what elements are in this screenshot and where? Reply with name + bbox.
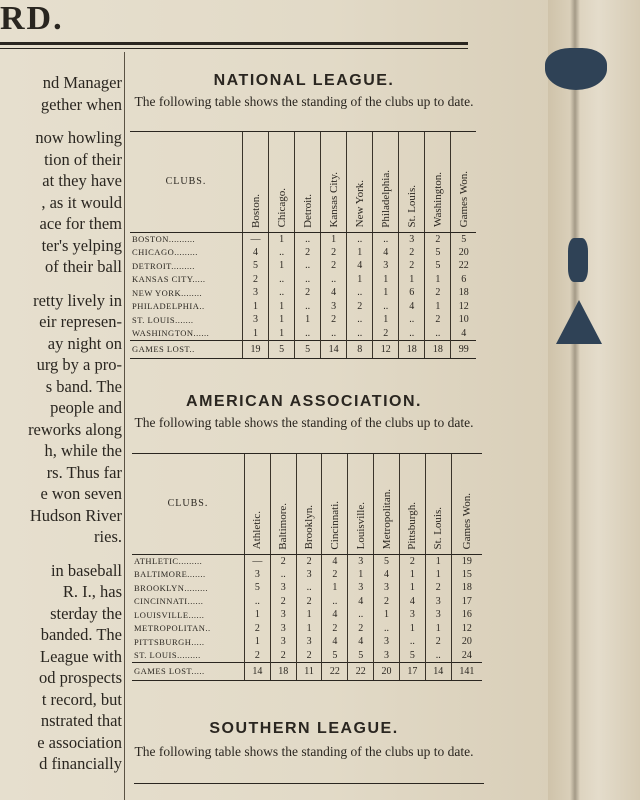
table-cell: 3 <box>425 608 451 622</box>
table-cell: .. <box>373 300 399 314</box>
table-cell: 4 <box>374 568 400 582</box>
column-header <box>374 454 400 554</box>
column-header-label: Cincinnati. <box>328 500 341 550</box>
table-cell: 3 <box>374 581 400 595</box>
table-row <box>132 554 482 568</box>
american-association-table <box>132 454 482 681</box>
games-lost-cell: 8 <box>347 340 373 358</box>
table-cell: 6 <box>451 273 476 287</box>
games-lost-cell: 5 <box>295 340 321 358</box>
table-cell: .. <box>295 327 321 341</box>
club-name: PITTSBURGH..... <box>134 636 205 647</box>
column-header-label: Detroit. <box>301 193 314 228</box>
column-header-label: Chicago. <box>275 188 288 228</box>
table-cell: .. <box>322 595 348 609</box>
tape-mark-top <box>545 48 607 90</box>
masthead-rule <box>0 42 468 45</box>
table-cell: 5 <box>425 259 451 273</box>
table-cell: 1 <box>321 232 347 246</box>
games-lost-cell: 17 <box>399 662 425 680</box>
games-lost-cell: 22 <box>322 662 348 680</box>
table-cell: 18 <box>451 286 476 300</box>
table-cell: 1 <box>347 246 373 260</box>
table-cell: 2 <box>425 635 451 649</box>
table-row <box>130 300 476 314</box>
club-name: DETROIT......... <box>132 260 195 271</box>
article-line: R. I., has <box>62 582 122 601</box>
table-cell: 6 <box>399 286 425 300</box>
games-lost-cell: 18 <box>425 340 451 358</box>
table-cell: 20 <box>451 246 476 260</box>
article-line: League with <box>39 646 122 666</box>
table-cell: .. <box>295 300 321 314</box>
table-row <box>132 635 482 649</box>
table-cell: .. <box>347 232 373 246</box>
article-line: ter's yelping <box>41 235 122 255</box>
table-cell: 1 <box>269 232 295 246</box>
southern-league-title: SOUTHERN LEAGUE. <box>209 720 399 737</box>
table-cell: 3 <box>270 622 296 636</box>
games-lost-cell: 18 <box>399 340 425 358</box>
table-cell: 1 <box>425 554 451 568</box>
table-cell: 4 <box>348 595 374 609</box>
table-cell: 4 <box>373 246 399 260</box>
column-header <box>425 454 451 554</box>
article-line: od prospects <box>39 668 122 687</box>
table-cell: 3 <box>270 608 296 622</box>
club-name: NEW YORK........ <box>132 287 203 298</box>
table-cell: 5 <box>348 649 374 663</box>
article-line: ace for them <box>39 214 122 233</box>
column-header <box>321 132 347 232</box>
games-lost-label: GAMES LOST.. <box>130 340 243 358</box>
column-header-label: New York. <box>353 180 366 228</box>
table-cell: 4 <box>321 286 347 300</box>
article-line: people and <box>50 398 122 417</box>
table-cell: 4 <box>243 246 269 260</box>
table-cell: 3 <box>296 568 322 582</box>
article-line: reworks along <box>28 419 122 439</box>
table-cell: 2 <box>373 327 399 341</box>
table-row <box>132 581 482 595</box>
article-line: eir represen- <box>39 312 122 331</box>
masthead-fragment: RD. <box>0 0 64 37</box>
table-cell: 20 <box>451 635 482 649</box>
table-row <box>130 313 476 327</box>
column-header <box>451 132 476 232</box>
table-cell: 3 <box>270 635 296 649</box>
table-cell: 5 <box>245 581 271 595</box>
article-line: s band. The <box>45 376 122 396</box>
column-header <box>269 132 295 232</box>
table-cell: .. <box>269 286 295 300</box>
table-cell: — <box>243 232 269 246</box>
table-cell: 3 <box>243 286 269 300</box>
table-cell: 2 <box>399 259 425 273</box>
table-cell: 19 <box>451 554 482 568</box>
table-cell: 4 <box>347 259 373 273</box>
column-header-label: Kansas City. <box>327 171 340 228</box>
table-cell: 3 <box>399 232 425 246</box>
column-header-label: St. Louis. <box>405 185 418 228</box>
table-cell: 18 <box>451 581 482 595</box>
table-cell: 1 <box>425 273 451 287</box>
table-cell: 2 <box>322 568 348 582</box>
national-league-title: NATIONAL LEAGUE. <box>213 72 395 89</box>
club-name: ST. LOUIS......... <box>134 650 201 660</box>
club-name: PHILADELPHIA.. <box>132 301 205 312</box>
table-row <box>132 649 482 663</box>
table-cell: 2 <box>425 286 451 300</box>
table-cell: 1 <box>322 581 348 595</box>
table-cell: .. <box>399 313 425 327</box>
table-cell: 1 <box>243 300 269 314</box>
table-cell: 12 <box>451 300 476 314</box>
table-cell: 5 <box>374 554 400 568</box>
table-cell: 5 <box>399 649 425 663</box>
table-cell: 1 <box>399 622 425 636</box>
table-cell: 1 <box>347 273 373 287</box>
table-cell: — <box>245 554 271 568</box>
column-header <box>399 454 425 554</box>
article-line: d financially <box>39 754 122 773</box>
games-lost-cell: 11 <box>296 662 322 680</box>
table-cell: 2 <box>296 554 322 568</box>
article-line: t record, but <box>41 689 122 709</box>
games-lost-cell: 20 <box>374 662 400 680</box>
club-name: ST. LOUIS....... <box>132 314 194 325</box>
table-cell: 2 <box>295 286 321 300</box>
table-row <box>132 568 482 582</box>
column-header-label: Metropolitan. <box>380 489 393 550</box>
column-header-label: Louisville. <box>354 502 367 550</box>
games-lost-cell: 12 <box>373 340 399 358</box>
paper-margin <box>548 0 640 800</box>
left-article-column <box>0 72 122 775</box>
table-cell: 3 <box>243 313 269 327</box>
column-header <box>243 132 269 232</box>
national-league-table <box>130 132 476 359</box>
table-cell: 1 <box>269 300 295 314</box>
table-cell: .. <box>295 273 321 287</box>
club-name: KANSAS CITY..... <box>132 274 206 285</box>
table-row <box>132 608 482 622</box>
table-cell: 3 <box>348 581 374 595</box>
table-cell: 4 <box>322 635 348 649</box>
column-header <box>296 454 322 554</box>
table-cell: 1 <box>269 327 295 341</box>
table-cell: 1 <box>399 273 425 287</box>
table-cell: 2 <box>425 581 451 595</box>
table-cell: 4 <box>322 608 348 622</box>
table-cell: 2 <box>321 313 347 327</box>
table-cell: 1 <box>296 622 322 636</box>
masthead-rule-thin <box>0 48 468 49</box>
article-line: sterday the <box>50 603 122 623</box>
article-line: now howling <box>35 128 122 147</box>
table-cell: 2 <box>243 273 269 287</box>
table-cell: .. <box>374 622 400 636</box>
table-cell: 10 <box>451 313 476 327</box>
article-line: in baseball <box>50 560 122 580</box>
table-cell: 2 <box>295 246 321 260</box>
article-line: gether when <box>40 94 122 114</box>
southern-league-description: The following table shows the standing of the clubs up to date. <box>134 744 474 759</box>
table-cell: 1 <box>425 622 451 636</box>
table-cell: 2 <box>399 246 425 260</box>
club-name: LOUISVILLE...... <box>134 609 205 620</box>
table-cell: 5 <box>425 246 451 260</box>
article-line: nd Manager <box>42 73 122 92</box>
games-lost-cell: 22 <box>348 662 374 680</box>
games-lost-cell: 141 <box>451 662 482 680</box>
american-association-title: AMERICAN ASSOCIATION. <box>186 393 422 410</box>
table-cell: 2 <box>296 649 322 663</box>
table-cell: 4 <box>399 595 425 609</box>
table-cell: 5 <box>243 259 269 273</box>
article-line: tion of their <box>44 149 122 169</box>
article-line: e won seven <box>40 484 122 503</box>
table-cell: 22 <box>451 259 476 273</box>
table-cell: 2 <box>399 554 425 568</box>
table-cell: 1 <box>373 286 399 300</box>
games-lost-cell: 14 <box>321 340 347 358</box>
column-header-label: Brooklyn. <box>303 505 316 550</box>
column-header <box>347 132 373 232</box>
column-header-label: Boston. <box>249 193 262 228</box>
club-name: BOSTON.......... <box>132 234 196 244</box>
table-cell: .. <box>321 327 347 341</box>
table-cell: 1 <box>295 313 321 327</box>
table-row <box>130 259 476 273</box>
club-name: ATHLETIC......... <box>134 556 203 566</box>
table-cell: .. <box>399 327 425 341</box>
article-line: ries. <box>94 527 122 546</box>
column-header-label: Athletic. <box>251 511 264 550</box>
table-cell: 2 <box>245 622 271 636</box>
table-cell: 3 <box>348 554 374 568</box>
games-lost-cell: 14 <box>425 662 451 680</box>
table-cell: .. <box>321 273 347 287</box>
games-lost-row <box>132 662 482 680</box>
table-cell: .. <box>295 232 321 246</box>
national-league-description: The following table shows the standing of the clubs up to date. <box>134 94 474 109</box>
article-line: ay night on <box>47 333 122 353</box>
table-cell: 1 <box>399 568 425 582</box>
column-header-label: Philadelphia. <box>379 169 392 228</box>
table-cell: 2 <box>347 300 373 314</box>
column-header <box>322 454 348 554</box>
table-cell: 24 <box>451 649 482 663</box>
table-cell: 12 <box>451 622 482 636</box>
table-cell: 4 <box>348 635 374 649</box>
table-row <box>132 595 482 609</box>
games-lost-cell: 99 <box>451 340 476 358</box>
games-lost-label: GAMES LOST..... <box>132 662 245 680</box>
column-header-label: Washington. <box>431 172 444 228</box>
table-cell: 1 <box>269 313 295 327</box>
table-cell: 1 <box>425 568 451 582</box>
table-cell: 1 <box>296 608 322 622</box>
table-cell: .. <box>425 649 451 663</box>
article-line: urg by a pro- <box>36 355 122 374</box>
table-cell: .. <box>295 259 321 273</box>
table-cell: .. <box>269 246 295 260</box>
column-header-label: St. Louis. <box>432 507 445 550</box>
table-cell: 4 <box>322 554 348 568</box>
table-cell: 2 <box>270 554 296 568</box>
table-cell: 3 <box>296 635 322 649</box>
table-cell: 2 <box>296 595 322 609</box>
table-cell: 1 <box>243 327 269 341</box>
table-cell: 3 <box>270 581 296 595</box>
table-cell: 3 <box>425 595 451 609</box>
table-cell: 16 <box>451 608 482 622</box>
table-cell: 3 <box>245 568 271 582</box>
table-cell: 2 <box>425 232 451 246</box>
american-association-description: The following table shows the standing of the clubs up to date. <box>134 415 474 430</box>
table-cell: 2 <box>374 595 400 609</box>
column-header <box>425 132 451 232</box>
table-row <box>132 622 482 636</box>
table-row <box>130 327 476 341</box>
club-name: CINCINNATI...... <box>134 596 204 607</box>
column-header <box>295 132 321 232</box>
games-lost-row <box>130 340 476 358</box>
table-cell: 5 <box>451 232 476 246</box>
tape-mark-middle <box>568 238 588 282</box>
table-cell: 1 <box>425 300 451 314</box>
column-header-label: Games Won. <box>460 493 473 550</box>
table-cell: 2 <box>321 259 347 273</box>
table-cell: .. <box>425 327 451 341</box>
table-cell: .. <box>348 608 374 622</box>
column-header <box>270 454 296 554</box>
column-header <box>245 454 271 554</box>
table-cell: 3 <box>399 608 425 622</box>
table-cell: 4 <box>399 300 425 314</box>
club-name: BALTIMORE....... <box>134 569 206 580</box>
table-cell: 15 <box>451 568 482 582</box>
article-line: e association <box>37 732 122 752</box>
southern-table-top-rule <box>134 783 484 784</box>
table-cell: 5 <box>322 649 348 663</box>
paper-fold <box>570 0 580 800</box>
table-cell: 2 <box>425 313 451 327</box>
table-row <box>130 273 476 287</box>
column-rule <box>124 52 125 800</box>
table-cell: 3 <box>374 635 400 649</box>
table-cell: .. <box>270 568 296 582</box>
club-name: BROOKLYN......... <box>134 582 208 593</box>
article-line: of their ball <box>45 257 122 276</box>
table-row <box>130 246 476 260</box>
games-lost-cell: 19 <box>243 340 269 358</box>
column-header <box>451 454 482 554</box>
article-line: nstrated that <box>40 711 122 730</box>
table-cell: .. <box>347 286 373 300</box>
table-row <box>130 286 476 300</box>
table-cell: 2 <box>270 595 296 609</box>
article-line: h, while the <box>44 441 122 460</box>
article-line: Hudson River <box>29 505 122 525</box>
table-cell: 1 <box>245 608 271 622</box>
club-name: CHICAGO......... <box>132 247 198 258</box>
table-cell: 2 <box>348 622 374 636</box>
table-cell: 3 <box>321 300 347 314</box>
table-cell: 1 <box>374 608 400 622</box>
article-line: rs. Thus far <box>46 462 122 482</box>
clubs-header: CLUBS. <box>130 132 243 232</box>
table-cell: .. <box>399 635 425 649</box>
table-cell: 1 <box>269 259 295 273</box>
table-cell: .. <box>347 327 373 341</box>
table-cell: 2 <box>321 246 347 260</box>
table-cell: 17 <box>451 595 482 609</box>
column-header-label: Pittsburgh. <box>406 501 419 550</box>
club-name: METROPOLITAN.. <box>134 623 211 634</box>
table-cell: .. <box>373 232 399 246</box>
table-cell: 3 <box>373 259 399 273</box>
table-cell: .. <box>245 595 271 609</box>
clubs-header: CLUBS. <box>132 454 245 554</box>
article-line: , as it would <box>41 192 122 212</box>
column-header <box>348 454 374 554</box>
table-cell: 2 <box>322 622 348 636</box>
table-cell: 1 <box>348 568 374 582</box>
table-cell: 1 <box>373 313 399 327</box>
table-cell: .. <box>269 273 295 287</box>
table-cell: 1 <box>245 635 271 649</box>
article-line: at they have <box>42 171 122 190</box>
table-cell: 3 <box>374 649 400 663</box>
table-cell: 1 <box>399 581 425 595</box>
table-cell: 2 <box>245 649 271 663</box>
table-cell: .. <box>296 581 322 595</box>
column-header <box>399 132 425 232</box>
games-lost-cell: 5 <box>269 340 295 358</box>
table-cell: 4 <box>451 327 476 341</box>
column-header-label: Baltimore. <box>277 502 290 550</box>
article-line: retty lively in <box>33 290 122 310</box>
article-line: banded. The <box>40 625 122 644</box>
table-cell: 2 <box>270 649 296 663</box>
games-lost-cell: 18 <box>270 662 296 680</box>
table-row <box>130 232 476 246</box>
games-lost-cell: 14 <box>245 662 271 680</box>
column-header <box>373 132 399 232</box>
table-cell: .. <box>347 313 373 327</box>
column-header-label: Games Won. <box>457 171 470 228</box>
table-cell: 1 <box>373 273 399 287</box>
club-name: WASHINGTON...... <box>132 328 210 338</box>
